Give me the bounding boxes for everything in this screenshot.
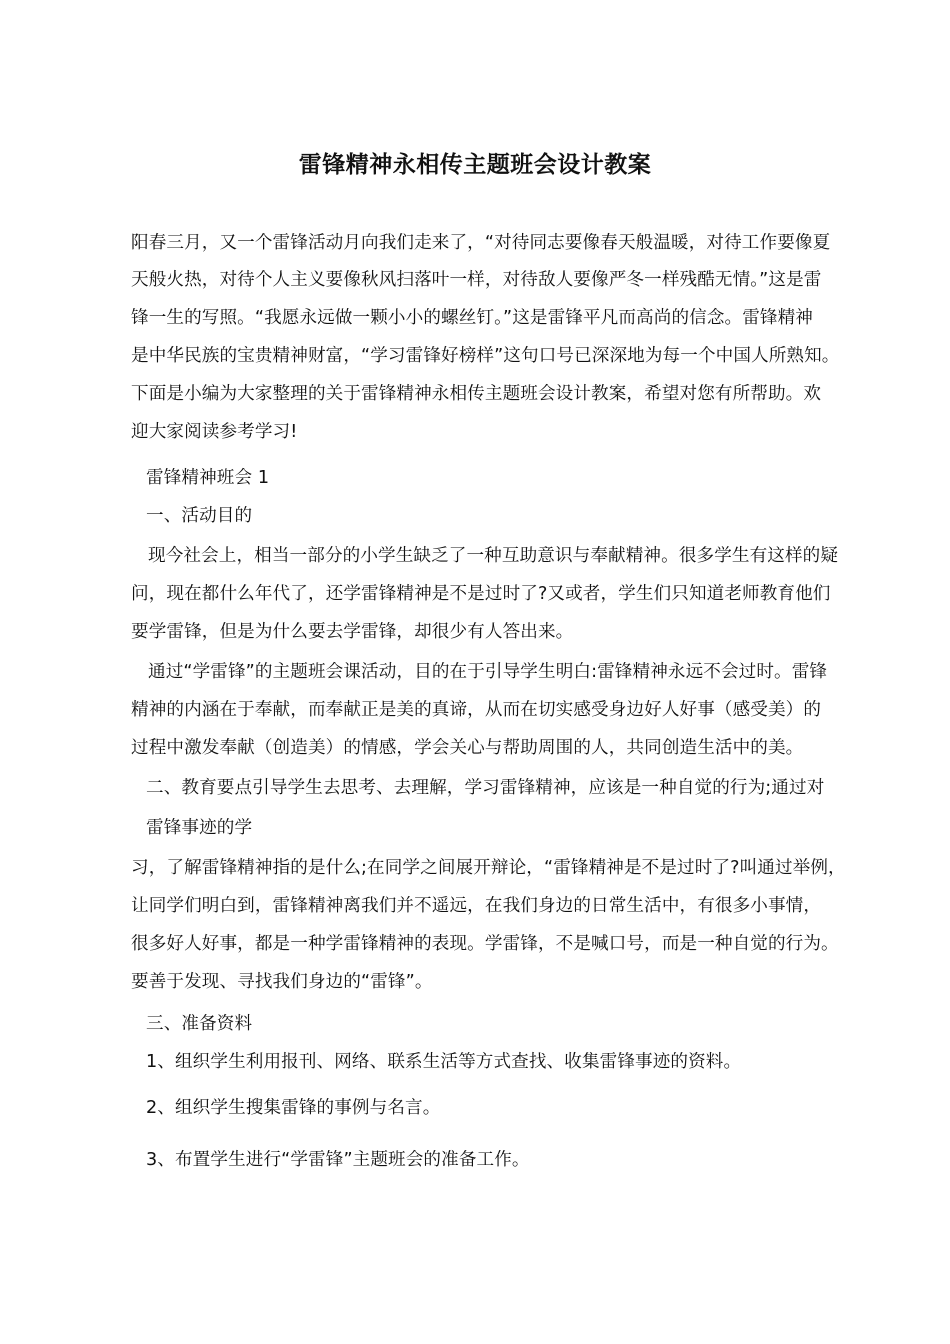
section-heading: 三、准备资料 xyxy=(146,1014,253,1034)
paragraph-line: 要善于发现、寻找我们身边的“雷锋”。 xyxy=(131,972,433,992)
section-heading: 雷锋精神班会 1 xyxy=(146,468,270,488)
paragraph-line: 是中华民族的宝贵精神财富，“学习雷锋好榜样”这句口号已深深地为每一个中国人所熟知。 xyxy=(131,346,840,366)
paragraph-line: 要学雷锋，但是为什么要去学雷锋，却很少有人答出来。 xyxy=(131,622,574,642)
list-item: 2、组织学生搜集雷锋的事例与名言。 xyxy=(146,1098,441,1118)
list-item: 1、组织学生利用报刊、网络、联系生活等方式查找、收集雷锋事迹的资料。 xyxy=(146,1052,742,1072)
paragraph-line: 现今社会上，相当一部分的小学生缺乏了一种互助意识与奉献精神。很多学生有这样的疑 xyxy=(148,546,839,566)
section-heading: 二、教育要点引导学生去思考、去理解，学习雷锋精神，应该是一种自觉的行为;通过对 xyxy=(146,778,825,798)
paragraph-line: 天般火热，对待个人主义要像秋风扫落叶一样，对待敌人要像严冬一样残酷无情。”这是雷 xyxy=(131,270,822,290)
paragraph-line: 让同学们明白到，雷锋精神离我们并不遥远，在我们身边的日常生活中，有很多小事情， xyxy=(131,896,822,916)
section-heading: 一、活动目的 xyxy=(146,506,253,526)
paragraph-line: 迎大家阅读参考学习! xyxy=(131,422,298,442)
paragraph-line: 习，了解雷锋精神指的是什么;在同学之间展开辩论，“雷锋精神是不是过时了?叫通过举例， xyxy=(131,858,846,878)
paragraph-line: 雷锋事迹的学 xyxy=(146,818,253,838)
paragraph-line: 问，现在都什么年代了，还学雷锋精神是不是过时了?又或者，学生们只知道老师教育他们 xyxy=(131,584,831,604)
paragraph-line: 通过“学雷锋”的主题班会课活动，目的在于引导学生明白:雷锋精神永远不会过时。雷锋 xyxy=(148,662,828,682)
list-item: 3、布置学生进行“学雷锋”主题班会的准备工作。 xyxy=(146,1150,530,1170)
paragraph-line: 精神的内涵在于奉献，而奉献正是美的真谛，从而在切实感受身边好人好事（感受美）的 xyxy=(131,700,822,720)
paragraph-line: 过程中激发奉献（创造美）的情感，学会关心与帮助周围的人，共同创造生活中的美。 xyxy=(131,738,804,758)
document-title: 雷锋精神永相传主题班会设计教案 xyxy=(298,152,652,178)
paragraph-line: 很多好人好事，都是一种学雷锋精神的表现。学雷锋，不是喊口号，而是一种自觉的行为。 xyxy=(131,934,839,954)
paragraph-line: 阳春三月，又一个雷锋活动月向我们走来了，“对待同志要像春天般温暖，对待工作要像夏 xyxy=(131,233,831,253)
paragraph-line: 锋一生的写照。“我愿永远做一颗小小的螺丝钉。”这是雷锋平凡而高尚的信念。雷锋精神 xyxy=(131,308,813,328)
paragraph-line: 下面是小编为大家整理的关于雷锋精神永相传主题班会设计教案，希望对您有所帮助。欢 xyxy=(131,384,822,404)
